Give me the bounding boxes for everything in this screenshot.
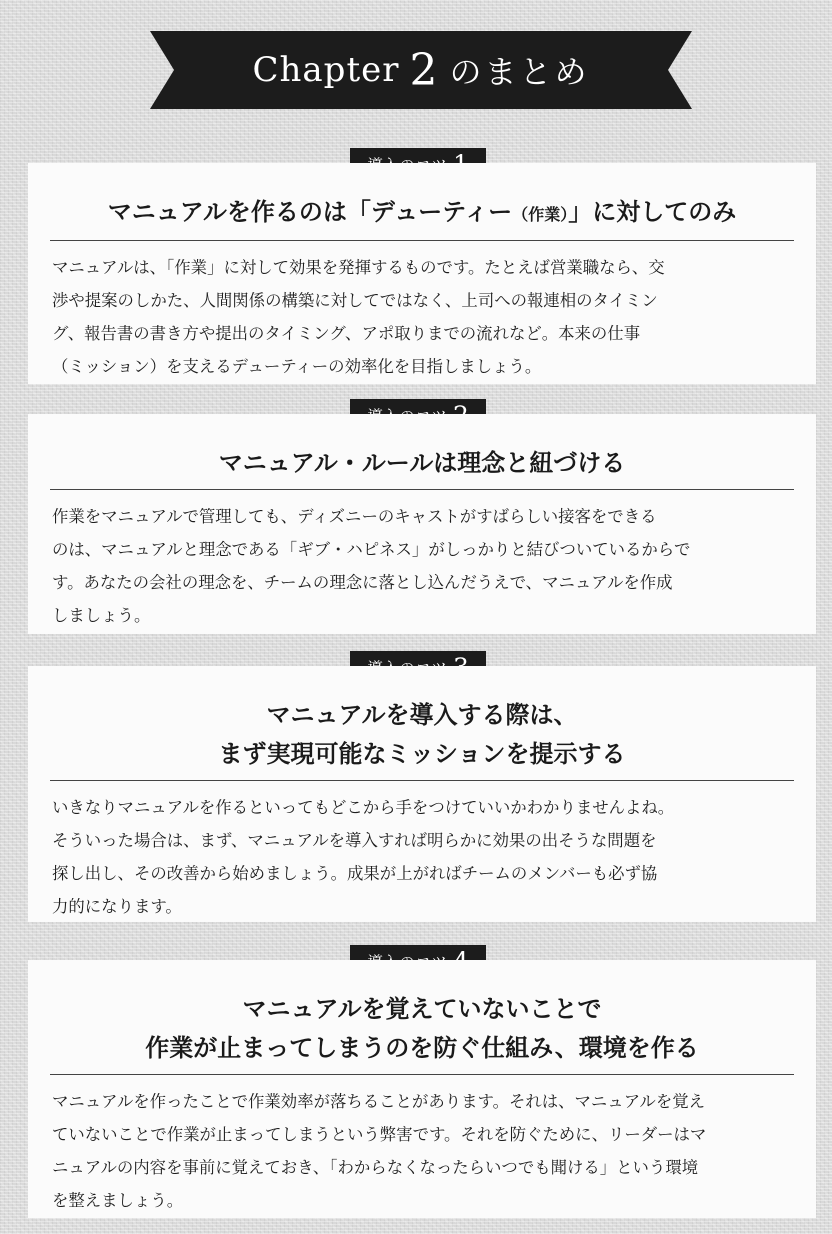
- chapter-banner: [150, 31, 692, 109]
- section-body: 作業をマニュアルで管理しても、ディズニーのキャストがすばらしい接客をできる のは、マニュアルと理念である「ギブ・ハピネス」がしっかりと結びついているからで す。あなたの会社の理念を、チームの理念に落とし込んだうえで、マニュアルを作成 しましょう。: [52, 507, 691, 625]
- title-divider: [50, 780, 794, 781]
- section-body: マニュアルを作ったことで作業効率が落ちることがあります。それは、マニュアルを覚え ていないことで作業が止まってしまうという弊害です。それを防ぐために、リーダーはマ ニュアルの内容を事前に覚えておき、「わからなくなったらいつでも聞ける」という環境 を整えましょう。: [52, 1092, 707, 1210]
- chapter-number: 2: [409, 44, 438, 96]
- title-divider: [50, 1074, 794, 1075]
- section-title-line-1: マニュアルを導入する際は、: [266, 701, 578, 729]
- section-body: いきなりマニュアルを作るといってもどこから手をつけていいかわかりませんよね。 そういった場合は、まず、マニュアルを導入すれば明らかに効果の出そうな問題を 探し出し、その改善から始めましょう。成果が上がればチームのメンバーも必ず協 力的になります。: [52, 798, 675, 916]
- title-part: マニュアルを作るのは「デューティー: [107, 198, 513, 226]
- section-title-line-2: 作業が止まってしまうのを防ぐ仕組み、環境を作る: [145, 1034, 699, 1062]
- section-card-3: [28, 666, 816, 922]
- section-card-2: [28, 414, 816, 634]
- title-divider: [50, 489, 794, 490]
- section-title: [28, 193, 816, 234]
- section-title-line-2: まず実現可能なミッションを提示する: [218, 740, 626, 768]
- title-divider: [50, 240, 794, 241]
- chapter-subtitle: のまとめ: [449, 53, 590, 91]
- section-card-1: [28, 163, 816, 384]
- title-small-part: （作業）: [512, 205, 569, 224]
- section-card-4: [28, 960, 816, 1218]
- section-body: マニュアルは、「作業」に対して効果を発揮するものです。たとえば営業職なら、交 渉や提案のしかた、人間関係の構築に対してではなく、上司への報連相のタイミン グ、報告書の書き方や提出のタイミング、アポ取りまでの流れなど。本来の仕事 （ミッション）を支えるデューティーの効率化を目指しましょう。: [52, 258, 665, 376]
- section-title: マニュアル・ルールは理念と紐づける: [218, 449, 626, 477]
- section-title-line-1: マニュアルを覚えていないことで: [242, 995, 602, 1023]
- chapter-word: Chapter: [252, 50, 400, 90]
- title-part: 」に対してのみ: [568, 198, 737, 226]
- chapter-title: [150, 31, 692, 109]
